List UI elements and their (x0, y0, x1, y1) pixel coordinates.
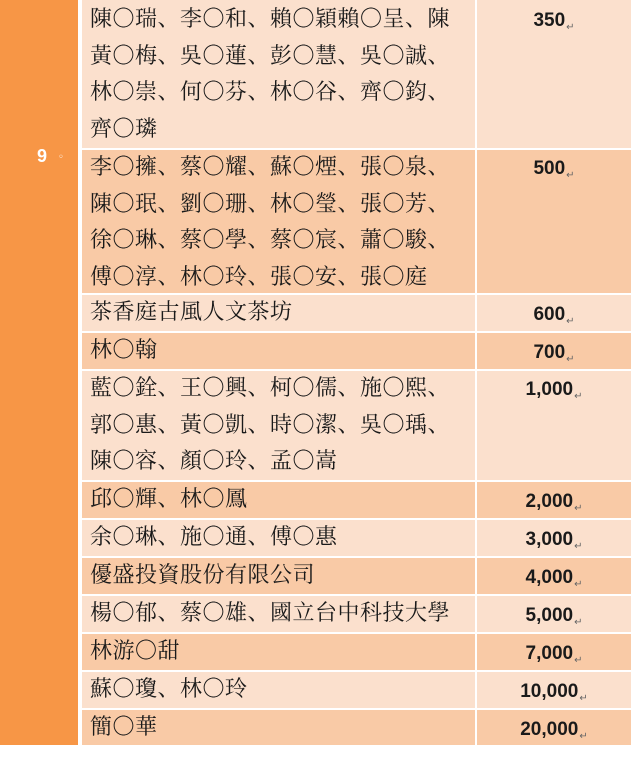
donor-names: 優盛投資股份有限公司 (82, 558, 477, 594)
donation-amount: $5,000_↵$ (525, 605, 583, 628)
donation-amount: $350_↵$ (533, 10, 575, 33)
table-row (82, 672, 631, 708)
donor-names: 楊〇郁、蔡〇雄、國立台中科技大學 (82, 596, 477, 632)
table-row (82, 596, 631, 632)
table-row (82, 371, 631, 480)
donation-amount: $7,000_↵$ (525, 643, 583, 666)
table-row (82, 520, 631, 556)
donor-names: 邱〇輝、林〇鳳 (82, 482, 477, 518)
donation-amount: $700_↵$ (533, 342, 575, 365)
paragraph-mark-icon: ↵ (574, 655, 583, 666)
group-cell (0, 0, 80, 745)
table-row (82, 482, 631, 518)
donation-amount: $4,000_↵$ (525, 567, 583, 590)
paragraph-mark-icon: ↵ (579, 693, 588, 704)
donation-amount: $500_↵$ (533, 158, 575, 181)
donor-names: 藍〇銓、王〇興、柯〇儒、施〇熙、郭〇惠、黃〇凱、時〇潔、吳〇瑀、陳〇容、顏〇玲、孟〇嵩 (82, 371, 477, 480)
donor-names: 林游〇甜 (82, 634, 477, 670)
donation-amount: $10,000_↵$ (520, 681, 588, 704)
table-row (82, 558, 631, 594)
table-row (82, 150, 631, 293)
paragraph-mark-icon: ◦ (58, 152, 64, 163)
paragraph-mark-icon: ↵ (574, 579, 583, 590)
donor-names: 陳〇瑞、李〇和、賴〇穎賴〇呈、陳黃〇梅、吳〇蓮、彭〇慧、吳〇誠、林〇崇、何〇芬、林〇谷、齊〇鈞、齊〇璘 (82, 0, 477, 148)
paragraph-mark-icon: ↵ (566, 316, 575, 327)
paragraph-mark-icon: ↵ (574, 391, 583, 402)
donation-amount: $1,000_↵$ (525, 379, 583, 402)
donor-names: 李〇擁、蔡〇耀、蘇〇煙、張〇泉、陳〇珉、劉〇珊、林〇瑩、張〇芳、徐〇琳、蔡〇學、蔡〇宸、蕭〇駿、傅〇淳、林〇玲、張〇安、張〇庭 (82, 150, 477, 293)
table-row (82, 634, 631, 670)
donor-names: 余〇琳、施〇通、傅〇惠 (82, 520, 477, 556)
paragraph-mark-icon: ↵ (566, 22, 575, 33)
donor-names: 林〇翰 (82, 333, 477, 369)
paragraph-mark-icon: ↵ (566, 354, 575, 365)
table-row (82, 295, 631, 331)
donation-amount: $20,000_↵$ (520, 719, 588, 742)
paragraph-mark-icon: ↵ (574, 541, 583, 552)
paragraph-mark-icon: ↵ (566, 170, 575, 181)
group-number: 9 (37, 146, 48, 166)
donation-amount: $600_↵$ (533, 304, 575, 327)
donor-names: 茶香庭古風人文茶坊 (82, 295, 477, 331)
table-row (82, 710, 631, 745)
table-row (82, 0, 631, 148)
table-row (82, 333, 631, 369)
paragraph-mark-icon: ↵ (579, 731, 588, 742)
donation-amount: $2,000_↵$ (525, 491, 583, 514)
paragraph-mark-icon: ↵ (574, 617, 583, 628)
donor-names: 蘇〇瓊、林〇玲 (82, 672, 477, 708)
donation-amount: $3,000_↵$ (525, 529, 583, 552)
paragraph-mark-icon: ↵ (574, 503, 583, 514)
donor-names: 簡〇華 (82, 710, 477, 745)
